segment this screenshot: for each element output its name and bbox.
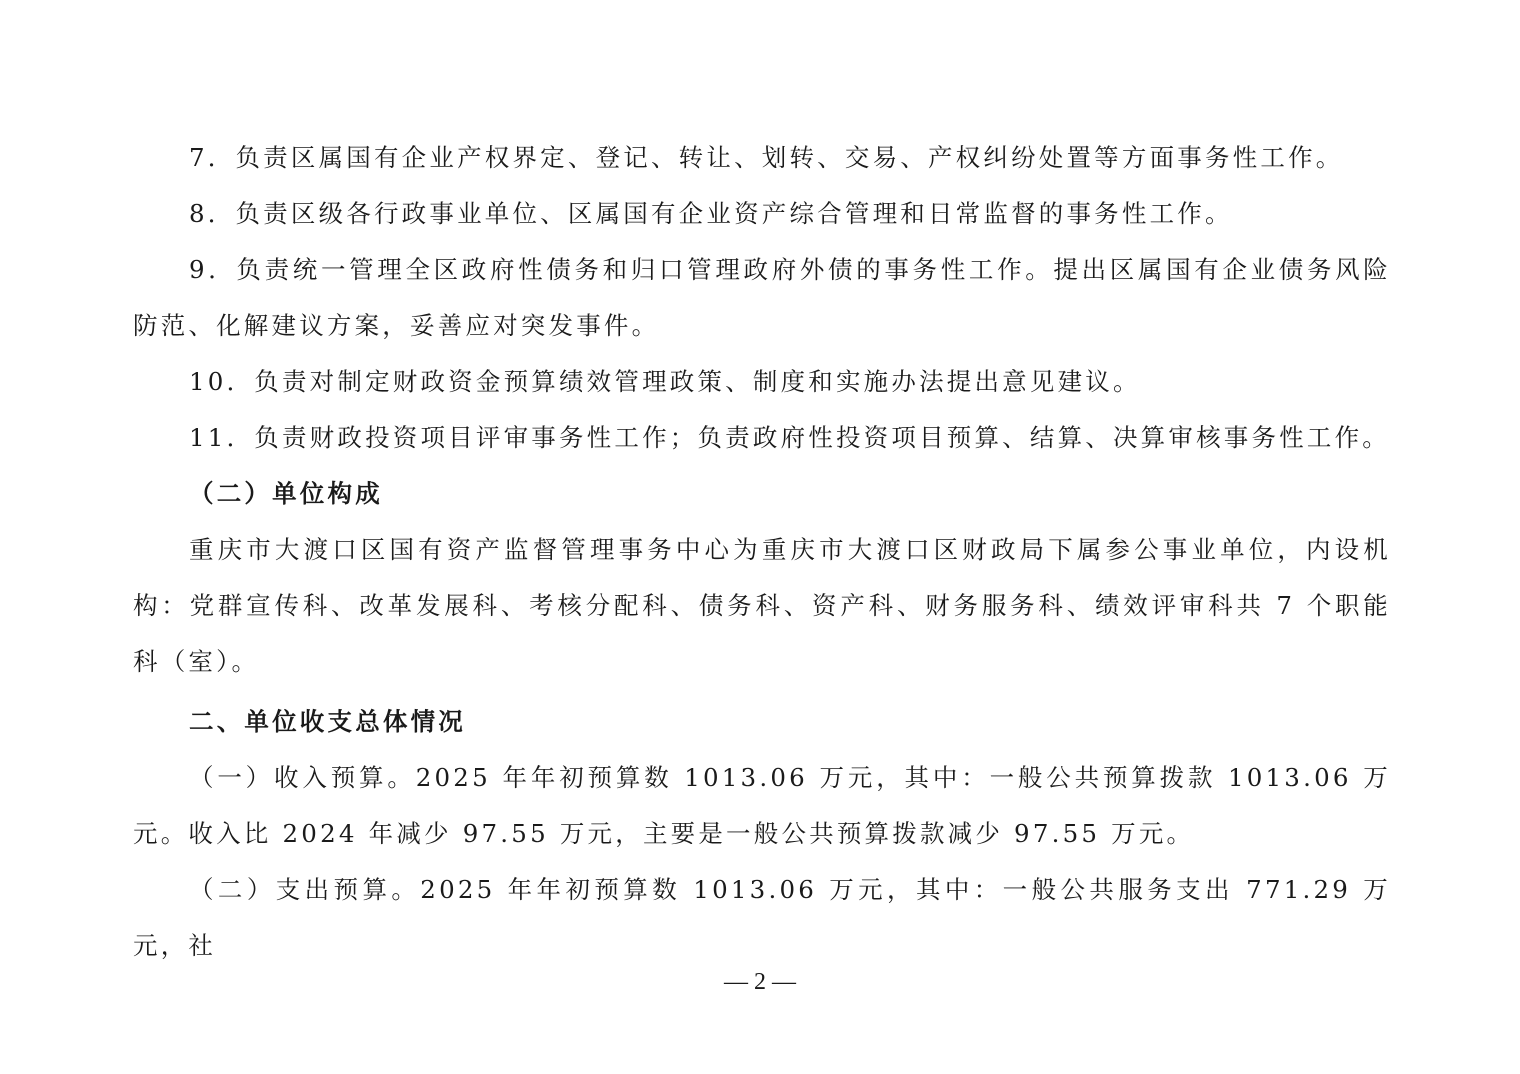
unit-composition-text: 重庆市大渡口区国有资产监督管理事务中心为重庆市大渡口区财政局下属参公事业单位，内设机构：党群宣传科、改革发展科、考核分配科、债务科、资产科、财务服务科、绩效评审科共 7 个职能科（室）。: [133, 535, 1391, 676]
page-number: — 2 —: [724, 969, 796, 995]
duty-item-7: 7．负责区属国有企业产权界定、登记、转让、划转、交易、产权纠纷处置等方面事务性工作。: [189, 143, 1344, 172]
duty-item-11: 11．负责财政投资项目评审事务性工作；负责政府性投资项目预算、结算、决算审核事务性工作。: [189, 423, 1390, 452]
income-budget-text: （一）收入预算。2025 年年初预算数 1013.06 万元，其中：一般公共预算拨款 1013.06 万元。收入比 2024 年减少 97.55 万元，主要是一般公共预算拨款减少 97.55 万元。: [133, 763, 1391, 848]
unit-composition-heading: （二）单位构成: [189, 479, 383, 508]
duty-item-8: 8．负责区级各行政事业单位、区属国有企业资产综合管理和日常监督的事务性工作。: [189, 199, 1233, 228]
document-body: [133, 130, 1391, 974]
budget-section-heading: 二、单位收支总体情况: [189, 707, 466, 736]
duty-item-10: 10．负责对制定财政资金预算绩效管理政策、制度和实施办法提出意见建议。: [189, 367, 1141, 396]
duty-item-9: 9．负责统一管理全区政府性债务和归口管理政府外债的事务性工作。提出区属国有企业债务风险防范、化解建议方案，妥善应对突发事件。: [133, 255, 1391, 340]
expenditure-budget-text: （二）支出预算。2025 年年初预算数 1013.06 万元，其中：一般公共服务支出 771.29 万元，社: [133, 875, 1391, 960]
